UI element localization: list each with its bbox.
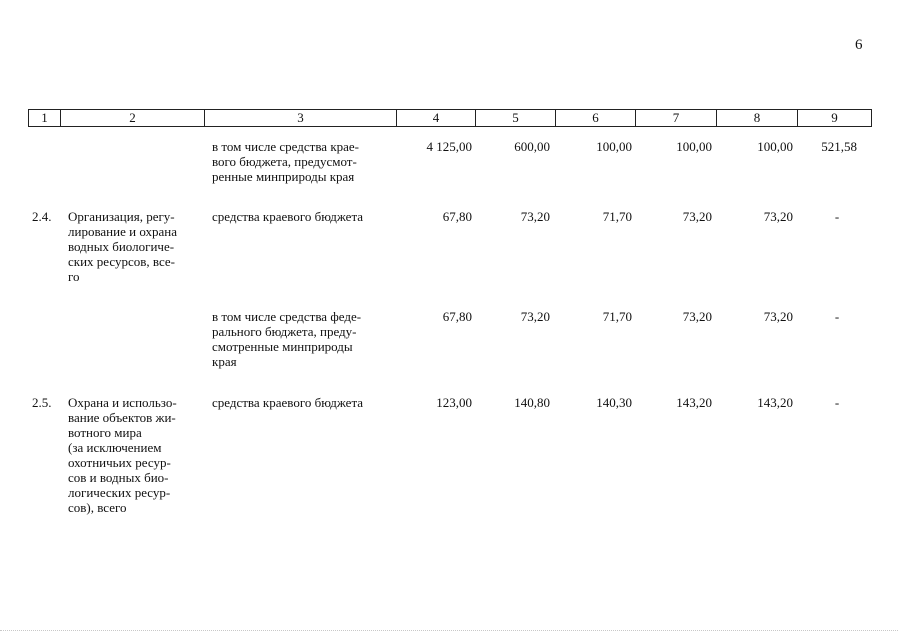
table-row-1-value-7: 73,20 [682, 209, 712, 224]
table-row-1-value-5: 73,20 [520, 209, 550, 224]
table-row-0-value-5: 600,00 [514, 139, 550, 154]
col-header-6: 6 [556, 110, 636, 127]
table-row-1-value-9: - [834, 209, 840, 224]
table-row-2-value-5: 73,20 [520, 309, 550, 324]
col-header-4: 4 [397, 110, 476, 127]
col-header-3: 3 [205, 110, 397, 127]
table-row-3-value-4: 123,00 [436, 395, 472, 410]
table-row-2-source: в том числе средства феде- рального бюджета, преду- смотренные минприроды края [212, 309, 362, 369]
table-row-0-value-4: 4 125,00 [426, 139, 472, 154]
table-row-0-value-8: 100,00 [757, 139, 793, 154]
column-number-header [28, 109, 872, 127]
table-row-3-value-9: - [834, 395, 840, 410]
table-row-1-source: средства краевого бюджета [212, 209, 364, 224]
table-row-2-value-7: 73,20 [682, 309, 712, 324]
table-row-3-value-7: 143,20 [676, 395, 712, 410]
table-row-2-value-4: 67,80 [442, 309, 472, 324]
table-row-0-value-9: 521,58 [821, 139, 857, 154]
table-row-3-source: средства краевого бюджета [212, 395, 364, 410]
table-row-1-value-4: 67,80 [442, 209, 472, 224]
table-row-0-value-7: 100,00 [676, 139, 712, 154]
table-row-1-number: 2.4. [32, 209, 52, 224]
table-row-3-number: 2.5. [32, 395, 52, 410]
table-row-2-value-9: - [834, 309, 840, 324]
page-number: 6 [855, 37, 863, 53]
table-row-2-value-8: 73,20 [763, 309, 793, 324]
table-row-1-name: Организация, регу- лирование и охрана водных биологиче- ских ресурсов, все- го [68, 209, 177, 284]
table-row-2-value-6: 71,70 [602, 309, 632, 324]
table-row-3-name: Охрана и использо- вание объектов жи- вотного мира (за исключением охотничьих ресур- сов и водных био- логических ресур- сов), всего [68, 395, 177, 515]
table-row-0-source: в том числе средства крае- вого бюджета, предусмот- ренные минприроды края [212, 139, 360, 184]
table-row-3-value-8: 143,20 [757, 395, 793, 410]
scan-edge-divider [0, 630, 898, 632]
col-header-1: 1 [29, 110, 61, 127]
table-row-1-value-6: 71,70 [602, 209, 632, 224]
table-row-3-value-5: 140,80 [514, 395, 550, 410]
table-row-1-value-8: 73,20 [763, 209, 793, 224]
table-row-3-value-6: 140,30 [596, 395, 632, 410]
table-row-0-value-6: 100,00 [596, 139, 632, 154]
col-header-9: 9 [798, 110, 872, 127]
col-header-7: 7 [636, 110, 717, 127]
col-header-5: 5 [476, 110, 556, 127]
col-header-2: 2 [61, 110, 205, 127]
col-header-8: 8 [717, 110, 798, 127]
